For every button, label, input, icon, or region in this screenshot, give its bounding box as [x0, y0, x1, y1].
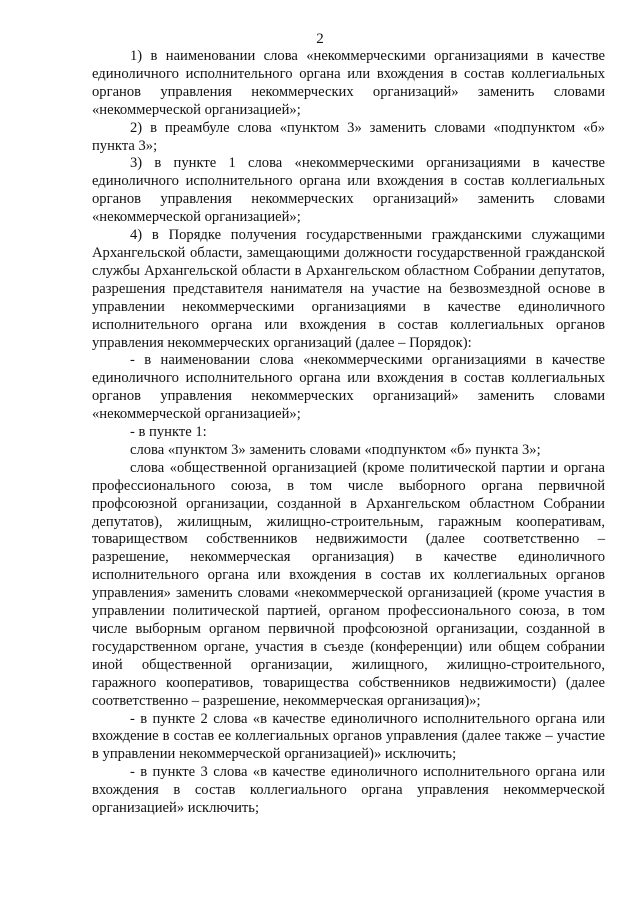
paragraph: - в пункте 2 слова «в качестве единоличного исполнительного органа или вхождение в состав ее коллегиальных органов управления (далее также – участие в управлении некоммерческой организацией)» исключить;: [92, 710, 605, 763]
paragraph: - в пункте 1:: [130, 424, 207, 441]
document-body: [92, 48, 605, 818]
paragraph: 2) в преамбуле слова «пунктом 3» заменить словами «подпунктом «б» пункта 3»;: [92, 119, 605, 154]
paragraph: 3) в пункте 1 слова «некоммерческими организациями в качестве единоличного исполнительного органа или вхождения в состав коллегиальных органов управления некоммерческих организаций» заменить словами «некоммерческой организацией»;: [92, 155, 605, 226]
paragraph: - в наименовании слова «некоммерческими организациями в качестве единоличного исполнительного органа или вхождения в состав коллегиальных органов управления некоммерческих организаций» заменить словами «некоммерческой организацией»;: [92, 352, 605, 423]
paragraph: слова «пунктом 3» заменить словами «подпунктом «б» пункта 3»;: [130, 441, 541, 458]
paragraph: слова «общественной организацией (кроме политической партии и органа профессионального союза, в том числе выборного органа первичной профсоюзной организации, созданной в Архангельском областном Собрании депутатов), жилищным, жилищно-строительным, гаражным кооперативам, товариществом собственников недвижимости (далее соответственно – разрешение, некоммерческая организация) в качестве единоличного исполнительного органа или вхождения в состав их коллегиальных органов управления» заменить словами «некоммерческой организацией (кроме участия в управлении политической партией, органом профессионального союза, в том числе выборным органом первичной профсоюзной организации, созданной в государственном органе, участия в съезде (конференции) или общем собрании иной общественной организации, жилищного, жилищно-строительного, гаражного кооперативов, товарищества собственников недвижимости) (далее соответственно – разрешение, некоммерческая организация)»;: [92, 459, 605, 709]
page-number: 2: [316, 31, 324, 47]
paragraph: 1) в наименовании слова «некоммерческими организациями в качестве единоличного исполнительного органа или вхождения в состав коллегиальных органов управления некоммерческих организаций» заменить словами «некоммерческой организацией»;: [92, 48, 605, 118]
paragraph: - в пункте 3 слова «в качестве единоличного исполнительного органа или вхождения в состав коллегиального органа управления некоммерческой организацией» исключить;: [92, 764, 605, 817]
paragraph: 4) в Порядке получения государственными гражданскими служащими Архангельской области, замещающими должности государственной гражданской службы Архангельской области в Архангельском областном Собрании депутатов, разрешения представителя нанимателя на участие на безвозмездной основе в управлении некоммерческими организациями в качестве единоличного исполнительного органа или вхождения в состав коллегиальных органов управления некоммерческих организаций (далее – Порядок):: [92, 227, 605, 351]
